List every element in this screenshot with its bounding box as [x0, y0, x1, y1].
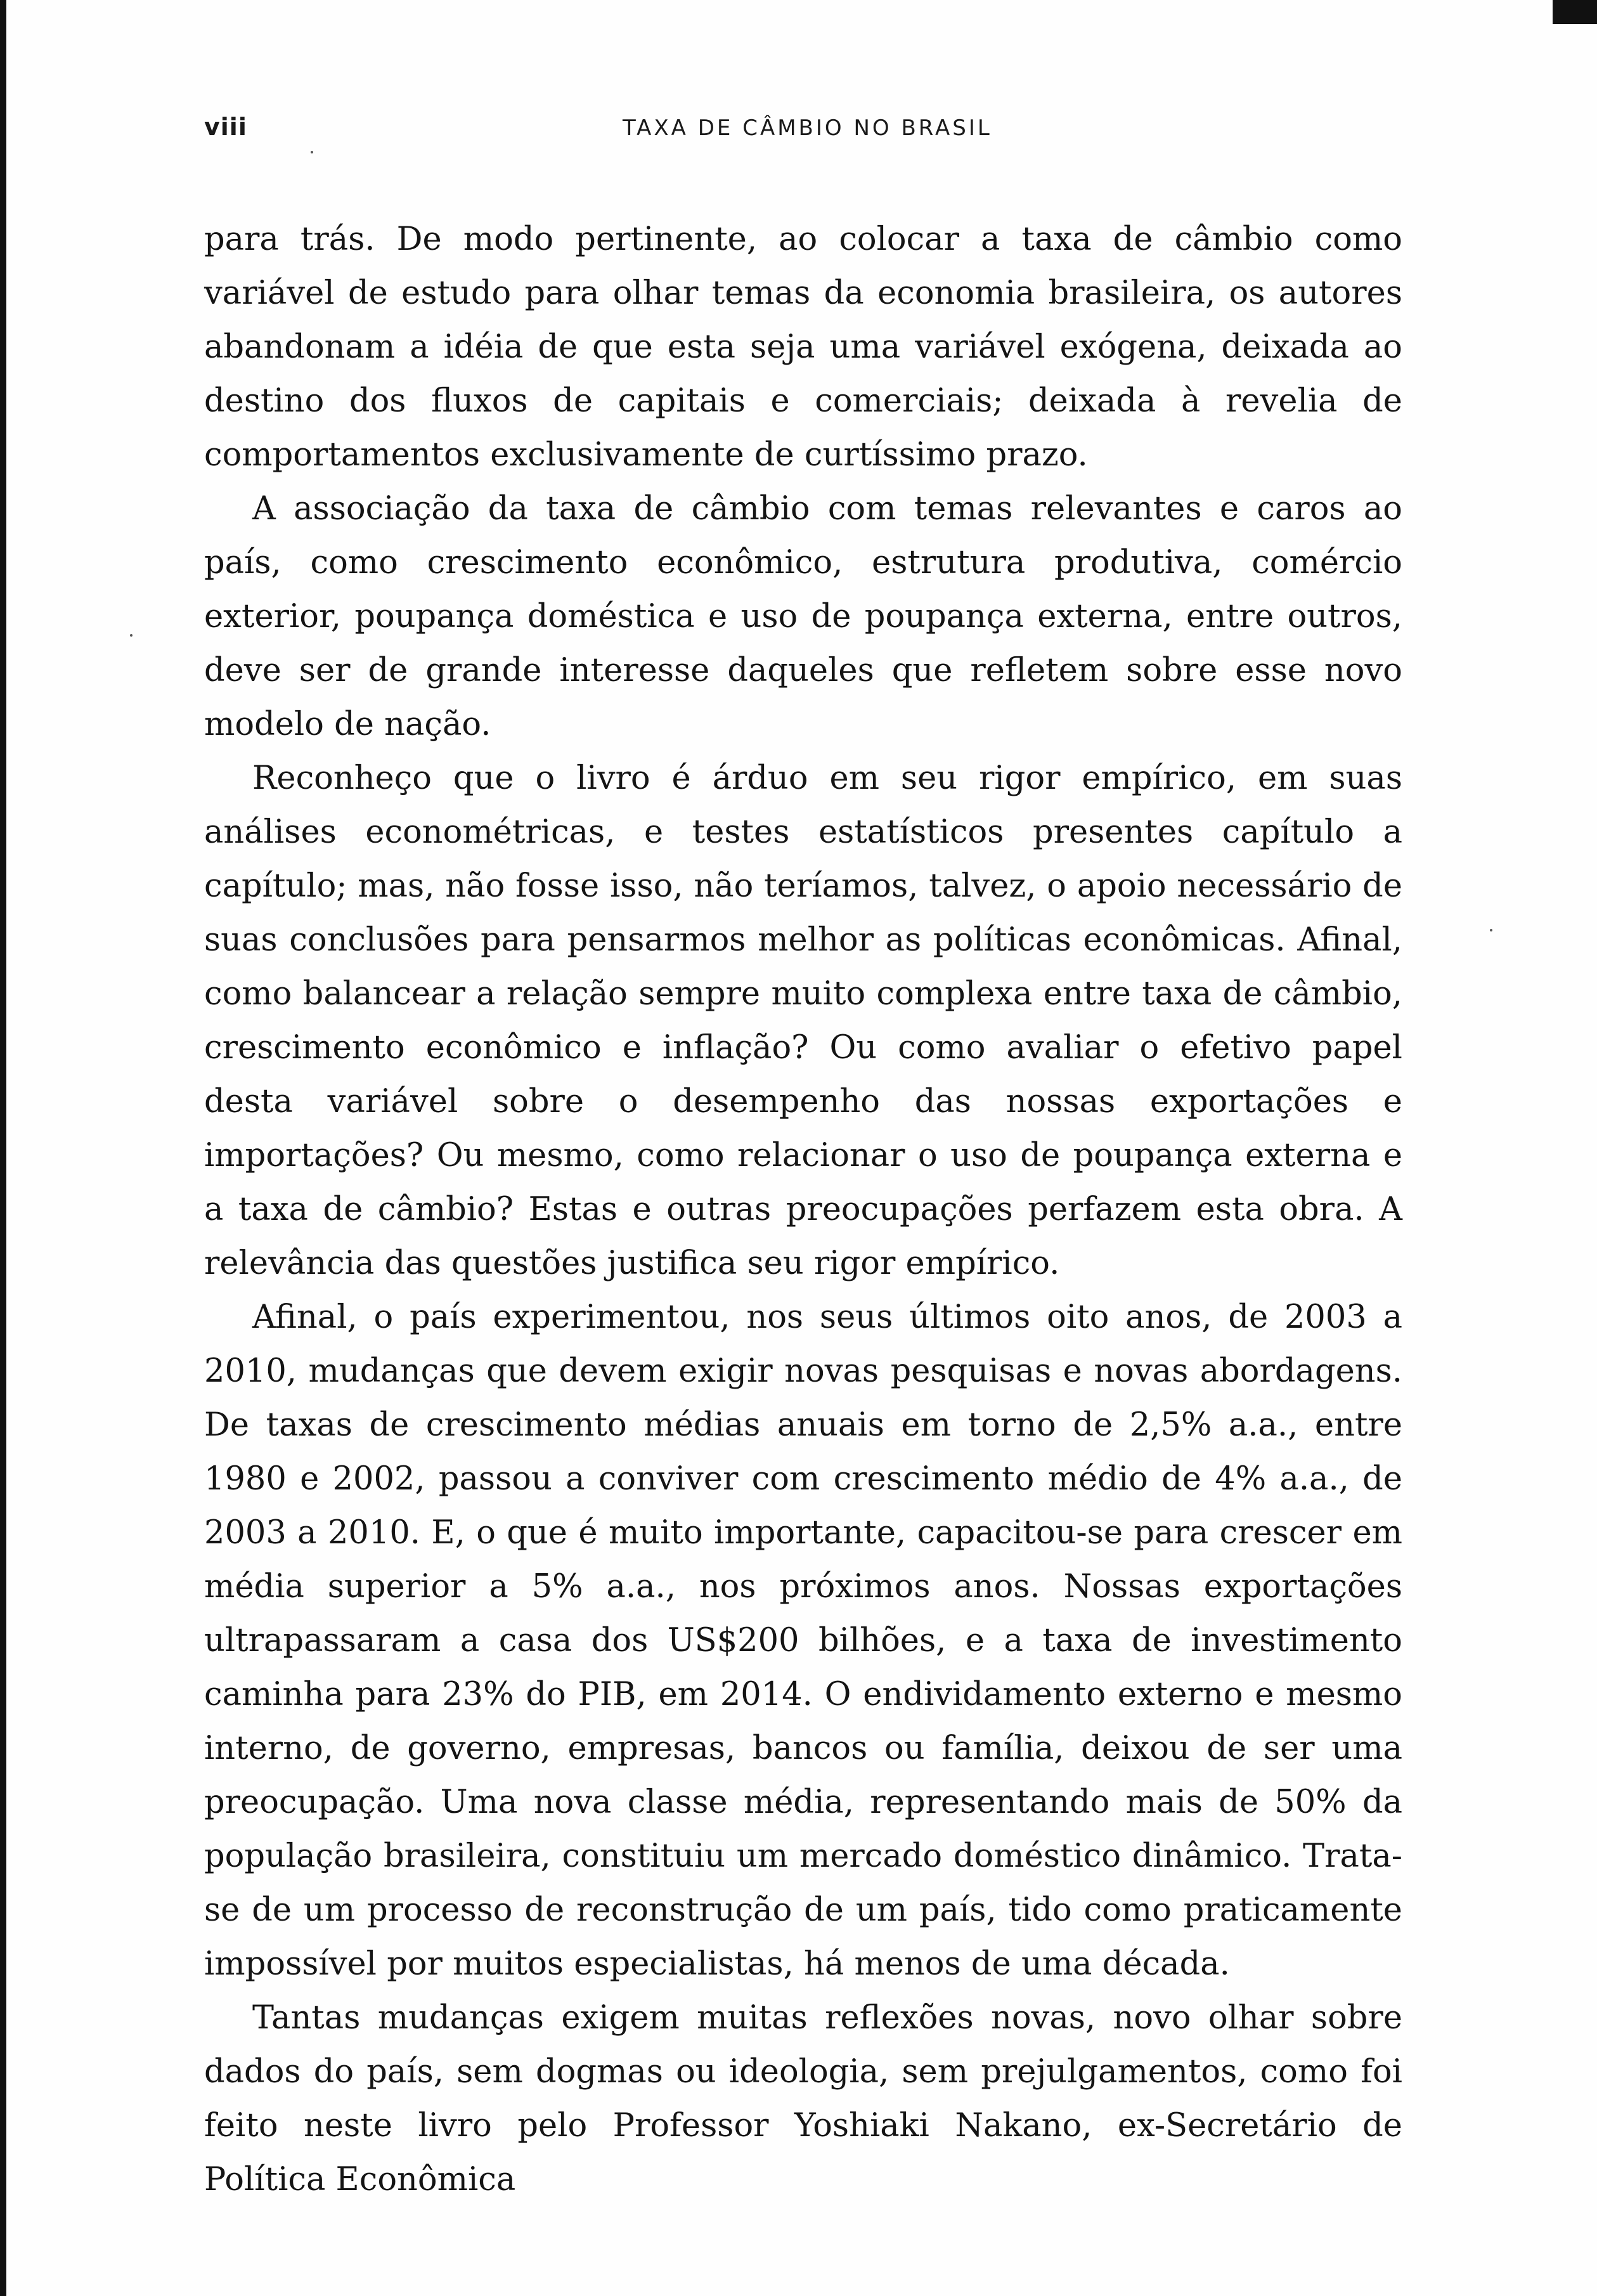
- scan-speck: [1490, 929, 1492, 931]
- page-header: [204, 113, 1409, 151]
- paragraph-2: A associação da taxa de câmbio com temas relevantes e caros ao país, como crescimento econômico, estrutura produtiva, comércio exterior, poupança doméstica e uso de poupança externa, entre outros, deve ser de grande interesse daqueles que refletem sobre esse novo modelo de nação.: [204, 490, 1402, 743]
- scan-edge-right: [1553, 0, 1597, 24]
- body-text: [204, 212, 1402, 2207]
- paragraph-5: Tantas mudanças exigem muitas reflexões novas, novo olhar sobre dados do país, sem dogmas ou ideologia, sem prejulgamentos, como foi feito neste livro pelo Professor Yoshiaki Nakano, ex-Secretário de Política Econômica: [204, 1999, 1402, 2198]
- paragraph-4: Afinal, o país experimentou, nos seus últimos oito anos, de 2003 a 2010, mudanças que devem exigir novas pesquisas e novas abordagens. De taxas de crescimento médias anuais em torno de 2,5% a.a., entre 1980 e 2002, passou a conviver com crescimento médio de 4% a.a., de 2003 a 2010. E, o que é muito importante, capacitou-se para crescer em média superior a 5% a.a., nos próximos anos. Nossas exportações ultrapassaram a casa dos US$200 bilhões, e a taxa de investimento caminha para 23% do PIB, em 2014. O endividamento externo e mesmo interno, de governo, empresas, bancos ou família, deixou de ser uma preocupação. Uma nova classe média, representando mais de 50% da população brasileira, constituiu um mercado doméstico dinâmico. Trata-se de um processo de reconstrução de um país, tido como praticamente impossível por muitos especialistas, há menos de uma década.: [204, 1299, 1402, 1983]
- scan-edge-left: [0, 0, 6, 2296]
- running-title: TAXA DE CÂMBIO NO BRASIL: [623, 115, 992, 141]
- page-number: viii: [204, 113, 247, 141]
- paragraph-3: Reconheço que o livro é árduo em seu rigor empírico, em suas análises econométricas, e testes estatísticos presentes capítulo a capítulo; mas, não fosse isso, não teríamos, talvez, o apoio necessário de suas conclusões para pensarmos melhor as políticas econômicas. Afinal, como balancear a relação sempre muito complexa entre taxa de câmbio, crescimento econômico e inflação? Ou como avaliar o efetivo papel desta variável sobre o desempenho das nossas exportações e importações? Ou mesmo, como relacionar o uso de poupança externa e a taxa de câmbio? Estas e outras preocupações perfazem esta obra. A relevância das questões justifica seu rigor empírico.: [204, 760, 1402, 1282]
- scan-speck: [130, 634, 133, 637]
- paragraph-1: para trás. De modo pertinente, ao colocar a taxa de câmbio como variável de estudo para olhar temas da economia brasileira, os autores abandonam a idéia de que esta seja uma variável exógena, deixada ao destino dos fluxos de capitais e comerciais; deixada à revelia de comportamentos exclusivamente de curtíssimo prazo.: [204, 221, 1402, 474]
- scan-speck: [311, 151, 313, 153]
